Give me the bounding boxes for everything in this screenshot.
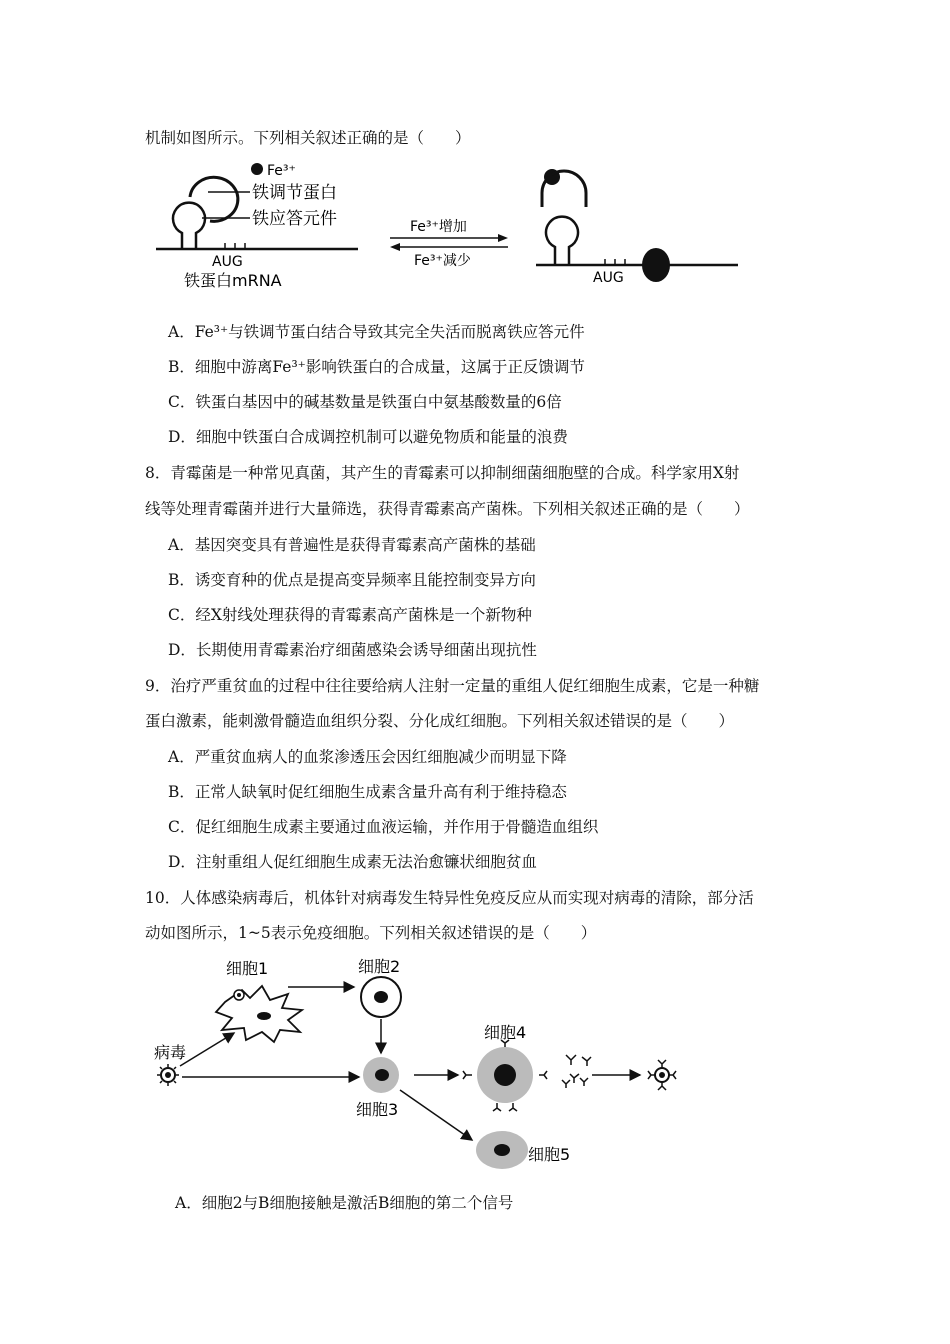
cell2-helper-t-cell bbox=[361, 977, 401, 1017]
cell3-label: 细胞3 bbox=[356, 1100, 399, 1119]
label-regulator: 铁调节蛋白 bbox=[252, 183, 337, 203]
q10-stem-line1: 10．人体感染病毒后，机体针对病毒发生特异性免疫反应从而实现对病毒的清除，部分活 bbox=[145, 889, 754, 907]
q7-option-b[interactable]: B．细胞中游离Fe³⁺影响铁蛋白的合成量，这属于正反馈调节 bbox=[168, 358, 585, 376]
arrow-decrease-label: Fe³⁺减少 bbox=[414, 253, 471, 269]
q8-option-d[interactable]: D．长期使用青霉素治疗细菌感染会诱导细菌出现抗性 bbox=[168, 641, 537, 659]
arrow-virus-to-cell1 bbox=[180, 1033, 234, 1066]
ribosome bbox=[642, 248, 670, 282]
cell4-label: 细胞4 bbox=[484, 1023, 527, 1042]
q7-option-a[interactable]: A．Fe³⁺与铁调节蛋白结合导致其完全失活而脱离铁应答元件 bbox=[168, 323, 585, 341]
q9-stem-line1: 9．治疗严重贫血的过程中往往要给病人注射一定量的重组人促红细胞生成素，它是一种糖 bbox=[145, 677, 760, 695]
q7-intro: 机制如图所示。下列相关叙述正确的是（ ） bbox=[145, 129, 471, 147]
q10-stem-line2: 动如图所示，1~5表示免疫细胞。下列相关叙述错误的是（ ） bbox=[145, 924, 597, 942]
q7-option-c[interactable]: C．铁蛋白基因中的碱基数量是铁蛋白中氨基酸数量的6倍 bbox=[168, 393, 562, 411]
fe-legend-dot bbox=[251, 163, 263, 175]
label-mrna: 铁蛋白mRNA bbox=[184, 271, 282, 290]
antibodies-icon bbox=[562, 1055, 591, 1088]
fe-legend-label: Fe³⁺ bbox=[267, 163, 296, 179]
cell3-b-cell bbox=[363, 1057, 399, 1093]
cell1-label: 细胞1 bbox=[226, 959, 269, 978]
q7-option-d[interactable]: D．细胞中铁蛋白合成调控机制可以避免物质和能量的浪费 bbox=[168, 428, 568, 446]
label-aug-left: AUG bbox=[212, 254, 243, 270]
arrow-increase-label: Fe³⁺增加 bbox=[410, 219, 467, 235]
q7-figure bbox=[150, 155, 750, 295]
q8-stem-line2: 线等处理青霉菌并进行大量筛选，获得青霉素高产菌株。下列相关叙述正确的是（ ） bbox=[145, 500, 750, 518]
q10-figure bbox=[150, 950, 710, 1175]
label-element: 铁应答元件 bbox=[252, 209, 337, 229]
q9-option-c[interactable]: C．促红细胞生成素主要通过血液运输，并作用于骨髓造血组织 bbox=[168, 818, 599, 836]
cell5-label: 细胞5 bbox=[528, 1145, 571, 1164]
response-element-loop-right bbox=[546, 217, 578, 265]
arrow-cell3-to-cell5 bbox=[400, 1090, 472, 1140]
response-element-loop bbox=[173, 203, 205, 249]
regulator-protein-shape bbox=[190, 177, 238, 221]
q9-option-a[interactable]: A．严重贫血病人的血浆渗透压会因红细胞减少而明显下降 bbox=[168, 748, 567, 766]
q9-option-d[interactable]: D．注射重组人促红细胞生成素无法治愈镰状细胞贫血 bbox=[168, 853, 537, 871]
regulator-released-shape bbox=[542, 171, 586, 207]
cell1-dendritic-cell bbox=[216, 986, 302, 1042]
q8-option-a[interactable]: A．基因突变具有普遍性是获得青霉素高产菌株的基础 bbox=[168, 536, 536, 554]
q9-stem-line2: 蛋白激素，能刺激骨髓造血组织分裂、分化成红细胞。下列相关叙述错误的是（ ） bbox=[145, 712, 735, 730]
q8-stem-line1: 8．青霉菌是一种常见真菌，其产生的青霉素可以抑制细菌细胞壁的合成。科学家用X射 bbox=[145, 464, 740, 482]
cell5-memory-cell bbox=[476, 1131, 528, 1169]
q10-option-a[interactable]: A．细胞2与B细胞接触是激活B细胞的第二个信号 bbox=[175, 1194, 514, 1212]
q9-option-b[interactable]: B．正常人缺氧时促红细胞生成素含量升高有利于维持稳态 bbox=[168, 783, 567, 801]
cell2-label: 细胞2 bbox=[358, 957, 401, 976]
virus-icon bbox=[157, 1064, 179, 1086]
q8-option-b[interactable]: B．诱变育种的优点是提高变异频率且能控制变异方向 bbox=[168, 571, 536, 589]
cell4-plasma-cell bbox=[463, 1040, 547, 1111]
virus-label: 病毒 bbox=[154, 1043, 187, 1062]
antibody-bound-virus-icon bbox=[648, 1060, 676, 1090]
q8-option-c[interactable]: C．经X射线处理获得的青霉素高产菌株是一个新物种 bbox=[168, 606, 532, 624]
label-aug-right: AUG bbox=[593, 270, 624, 286]
